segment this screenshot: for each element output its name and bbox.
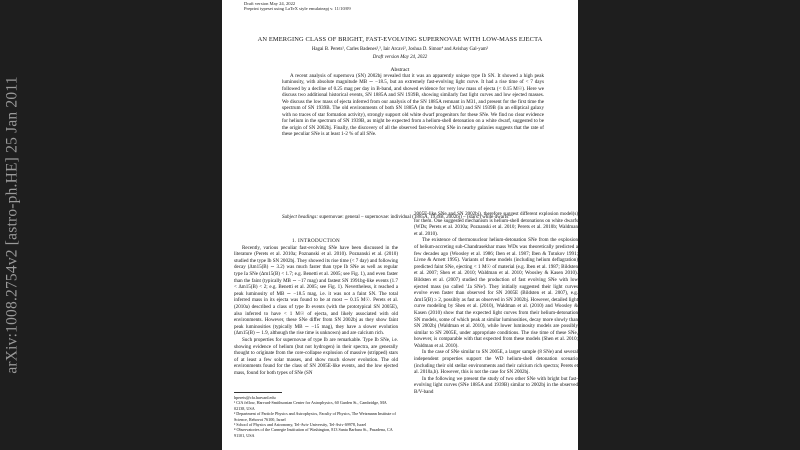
right-column — [414, 211, 578, 396]
footnote-3: ³ School of Physics and Astronomy, Tel-Aviv University, Tel-Aviv 69978, Israel — [234, 422, 367, 428]
paper-page — [222, 0, 578, 450]
paper-title: AN EMERGING CLASS OF BRIGHT, FAST-EVOLVING SUPERNOVAE WITH LOW-MASS EJECTA — [257, 36, 543, 43]
abstract-text: A recent analysis of supernova (SN) 2002bj revealed that it was an apparently unique type Ib SN. It showed a high peak luminosity, with absolute magnitude MB ∼ −18.5, but an extremely fast-evolving light curve. It had a rise time of < 7 days followed by a decline of 0.25 mag per day in B-band, and showed evidence for very low mass of ejecta (< 0.15 M☉). Here we discuss two additional historical events, SN 1885A and SN 1939B, showing similarly fast light curves and low ejected masses. We discuss the low mass of ejecta inferred from our analysis of the SN 1885A remnant in M31, and present for the first time the spectrum of SN 1939B. The old environments of both SN 1885A (in the bulge of M31) and SN 1939B (in an elliptical galaxy with no traces of star formation activity), strongly support old white dwarf progenitors for these SNe. We find no clear evidence for helium in the spectrum of SN 1939B, as might be expected from a helium-shell detonation on a white dwarf, suggested to be the origin of SN 2002bj. Finally, the discovery of all the observed fast-evolving SNe in nearby galaxies suggests that the rate of these peculiar SNe is at least 1-2 % of all SNe. — [282, 73, 544, 138]
draft-version-line: Draft version May 24, 2022 — [244, 1, 296, 6]
preprint-style-line: Preprint typeset using LaTeX style emulateapj v. 11/10/09 — [244, 6, 351, 12]
footnote-4: ⁴ Observatories of the Carnegie Institution of Washington, 813 Santa Barbara St., Pasadena, CA 91101, USA — [234, 427, 393, 438]
intro-paragraph-4: The existence of thermonuclear helium-detonation SNe from the explosion of helium-accreting sub-Chandrasekhar mass WDs was theoretically predicted a few decades ago (Woosley et al. 1986; Iben et al. 1987; Iben & Tutukov 1991; Livne & Arnett 1995). Variants of these models (including helium deflagration) predicted faint SNe, ejecting < 1 M☉ of material (e.g. Iben et al. 1987; Bildsten et al. 2007; Shen et al. 2010; Waldman et al. 2010; Woosley & Kasen 2010). Bildsten et al. (2007) studied the production of fast evolving SNe with low ejected mass (so called '.Ia SNe'). They initially suggested their light curves evolve even faster than observed for SN 2005E (Bildsten et al. 2007), e.g. Δm15(B) ≥ 2, possibly as fast as observed in SN 2002bj. However, detailed light curve modeling by Shen et al. (2010), Waldman et al. (2010) and Woosley & Kasen (2010) show that the expected light curves from their helium-detonation SN models, some of which peak at similar luminosities, decay more slowly than SN 2002bj (Waldman et al. 2010), while lower luminosity models are possibly similar to SN 2005E, under appropriate conditions. The rise time of these SNe, however, is comparable with that expected from these models (Shen et al. 2010; Waldman et al. 2010). — [414, 237, 578, 349]
intro-paragraph-3: 2005E-like SNe and SN 2002bj), therefore suggest different explosion model(s) for them. One suggested mechanism is helium-shell detonations on white dwarfs (WDs; Perets et al. 2010a; Poznanski et al. 2010; Perets et al. 2010b; Waldman et al. 2010). — [414, 211, 578, 237]
abstract-heading: Abstract — [390, 67, 410, 73]
preprint-header — [244, 1, 351, 12]
footnote-2: ² Department of Particle Physics and Astrophysics, Faculty of Physics, The Weizmann Institute of Science, Rehovot 76100, Israel — [234, 411, 396, 422]
subject-headings-text: supernovae: general – supernovae: individual (1885A, 1939B, 2002bj) – (stars:) white dwarfs — [319, 214, 509, 220]
intro-paragraph-1: Recently, various peculiar fast-evolving SNe have been discussed in the literature (Perets et al. 2010a; Poznanski et al. 2010). Poznanski et al. (2010) studied the type Ib SN 2002bj. They showed its rise time (< 7 day) and following decay (Δm15(B) ∼ 3.2) was much faster than type Ib SNe as well as regular type Ia SNe (Δm15(B) < 1.7; e.g. Benetti et al. 2005; see Fig. 1), and even faster than the faint (typically MB ∼ −17 mag) and fastest SN 1991bg-like events (1.7 < Δm15(B) < 2; e.g. Benetti et al. 2005; see Fig. 1). Nevertheless, it reached a peak luminosity of MB ∼ −18.5 mag, i.e. it was not a faint SN. The total inferred mass in its ejecta was found to be at most ∼ 0.15 M☉. Perets et al. (2010a) described a class of type Ib events (with the prototypical SN 2005E), also inferred to have < 1 M☉ of ejecta, and likely associated with old environments. However, these SNe differ from SN 2002bj as they show faint peak luminosities (typically MB ∼ −15 mag), they have a slower evolution (Δm15(B) ∼ 1.9, although the rise time is unknown) and are calcium rich. — [234, 244, 398, 337]
left-column — [234, 238, 398, 376]
footnote-email: hperets@cfa.harvard.edu — [234, 395, 276, 400]
subject-headings-label: Subject headings: — [282, 214, 319, 220]
footnote-rule — [234, 392, 282, 393]
intro-paragraph-6: In the following we present the study of two other SNe with bright but fast-evolving light curves (SNe 1885A and 1939B) similar to 2002bj in the observed B/V-band — [414, 375, 578, 396]
section-heading: 1. INTRODUCTION — [291, 238, 341, 244]
author-list: Hagai B. Perets¹, Carles Badenes²,³, Iair Arcavi², Joshua D. Simon⁴ and Avishay Gal-yam² — [311, 47, 489, 52]
arxiv-stamp — [0, 0, 26, 450]
footnotes — [234, 395, 398, 438]
draft-date: Draft version May 24, 2022 — [372, 55, 428, 60]
intro-paragraph-5: In the case of SNe similar to SN 2005E, a larger sample (8 SNe) and several independent properties support the WD helium-shell detonation scenario (including their old stellar environments and their calcium rich spectra; Perets et al. 2010a,b). However, this is not the case for SN 2002bj. — [414, 349, 578, 376]
intro-paragraph-2: Such properties for supernovae of type Ib are remarkable. Type Ib SNe, i.e. showing evidence of helium (but not hydrogen) in their spectra, are generally thought to originate from the core-collapse explosion of massive (stripped) stars of at least a few solar masses, and show much slower evolution. The old environments found for the class of SN 2005E-like events, and the low ejected mass, found for both types of SNe (SN — [234, 336, 398, 376]
footnote-1: ¹ CfA fellow, Harvard-Smithsonian Center for Astrophysics, 60 Garden St., Cambridge, MA 02138, USA — [234, 400, 387, 411]
arxiv-identifier: arXiv:1008.2754v2 [astro-ph.HE] 25 Jan 2011 — [4, 76, 21, 374]
abstract-body — [282, 73, 544, 138]
